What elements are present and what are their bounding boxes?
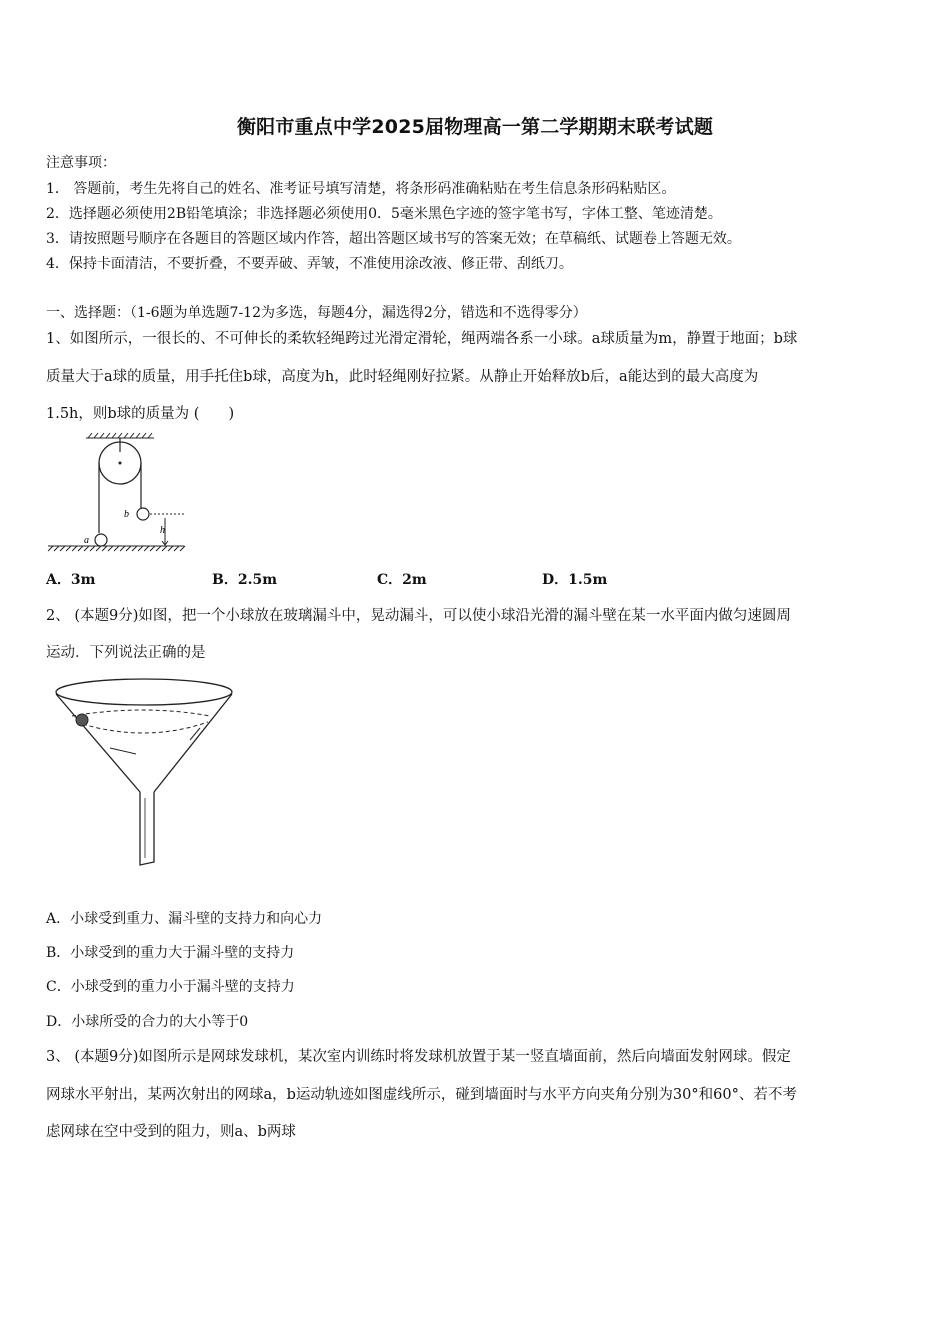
section-heading: 一、选择题：（1-6题为单选题7-12为多选，每题4分，漏选得2分，错选和不选得零分） (46, 305, 587, 321)
exam-title: 衡阳市重点中学2025届物理高一第二学期期末联考试题 (236, 116, 714, 138)
ball-b (137, 508, 149, 520)
q2-funnel-figure (50, 670, 240, 870)
label-h: h (160, 525, 165, 536)
q2-option-b: B．小球受到的重力大于漏斗壁的支持力 (46, 945, 295, 961)
q1-option-c: C．2m (377, 572, 427, 588)
ground-hatch (48, 546, 185, 551)
orbit-front (76, 722, 208, 733)
q2-line-1: 2、 (本题9分)如图，把一个小球放在玻璃漏斗中，晃动漏斗，可以使小球沿光滑的漏斗壁在某一水平面内做匀速圆周 (46, 608, 791, 624)
q1-option-d: D．1.5m (542, 572, 608, 588)
q3-line-2: 网球水平射出，某两次射出的网球a，b运动轨迹如图虚线所示，碰到墙面时与水平方向夹角分别为30°和60°、若不考 (46, 1087, 797, 1103)
funnel-rim (56, 679, 232, 705)
glass-highlight-2 (190, 728, 200, 740)
q1-line-2: 质量大于a球的质量，用手托住b球，高度为h，此时轻绳刚好拉紧。从静止开始释放b后，a能达到的最大高度为 (46, 369, 759, 385)
q2-line-2: 运动．下列说法正确的是 (46, 645, 206, 661)
glass-highlight-1 (110, 748, 136, 754)
q3-line-1: 3、 (本题9分)如图所示是网球发球机，某次室内训练时将发球机放置于某一竖直墙面前，然后向墙面发射网球。假定 (46, 1049, 791, 1065)
funnel-wall-right (154, 694, 232, 792)
funnel-wall-left (56, 694, 140, 792)
q1-line-1: 1、如图所示，一很长的、不可伸长的柔软轻绳跨过光滑定滑轮，绳两端各系一小球。a球质量为m，静置于地面；b球 (46, 331, 798, 347)
q3-line-3: 虑网球在空中受到的阻力，则a、b两球 (46, 1124, 296, 1140)
q2-option-d: D．小球所受的合力的大小等于0 (46, 1014, 249, 1030)
q1-option-a: A．3m (46, 572, 96, 588)
orbit-back (72, 710, 210, 716)
label-b: b (124, 509, 129, 520)
pulley-axle (119, 462, 122, 465)
notice-item-1: 1． 答题前，考生先将自己的姓名、准考证号填写清楚，将条形码准确粘贴在考生信息条形码粘贴区。 (46, 181, 676, 197)
funnel-stem (140, 792, 154, 865)
notice-item-2: 2．选择题必须使用2B铅笔填涂；非选择题必须使用0．5毫米黑色字迹的签字笔书写，字体工整、笔迹清楚。 (46, 206, 722, 222)
label-a: a (84, 535, 89, 546)
q1-option-b: B．2.5m (212, 572, 278, 588)
notice-heading: 注意事项： (46, 155, 116, 171)
notice-item-3: 3．请按照题号顺序在各题目的答题区域内作答，超出答题区域书写的答案无效；在草稿纸、试题卷上答题无效。 (46, 231, 741, 247)
funnel-ball (76, 714, 88, 726)
q2-option-a: A．小球受到重力、漏斗壁的支持力和向心力 (46, 911, 323, 927)
q1-pulley-figure (44, 430, 194, 555)
ball-a (95, 534, 107, 546)
ceiling-hatch (86, 433, 154, 438)
q2-option-c: C．小球受到的重力小于漏斗壁的支持力 (46, 979, 295, 995)
notice-item-4: 4．保持卡面清洁，不要折叠，不要弄破、弄皱，不准使用涂改液、修正带、刮纸刀。 (46, 256, 573, 272)
q1-line-3: 1.5h，则b球的质量为 ( ) (46, 406, 235, 422)
